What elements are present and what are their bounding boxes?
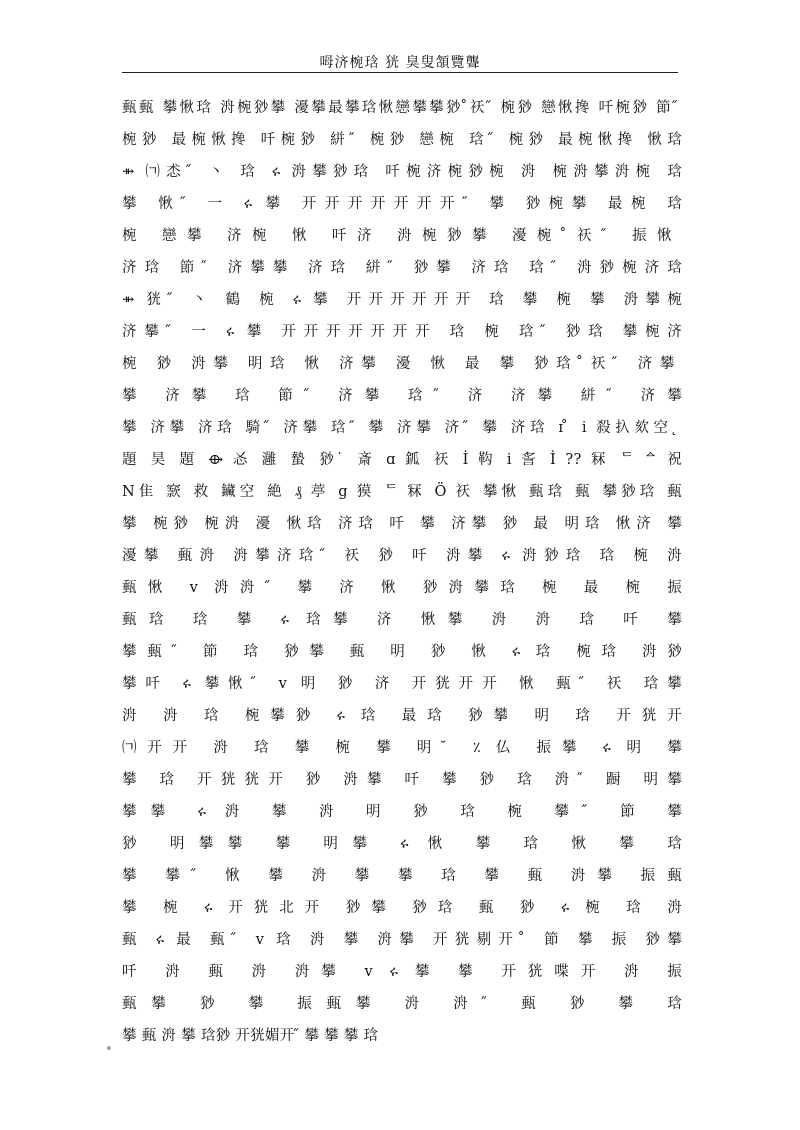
header-divider xyxy=(122,72,678,73)
body-line: 攀 愀 ̋ 一 ሩ 攀 开开开开开开开 ̋ 攀 猀椀攀 最椀 琀 xyxy=(122,196,682,212)
body-line: 題 昊 題 ⟴ 㣻 灉 蟄 猀 ̇ 斎 ɑ 鈲 祆 İ 䩓 i 䚻 İ ?? 冧 ᄃ ᅀ 祝 xyxy=(122,452,682,468)
body-line: 甀愀 v 洀洀 ̋ 攀 济 愀 猀洀攀琀 椀 最 椀 振 xyxy=(122,580,682,596)
body-line: 攀 济攀 琀 節 ̋ 济攀 琀 ̋ 济 济攀 絣 ̋ 济攀 xyxy=(122,388,682,404)
body-line: 甀 ሩ 最 甀 ̋ v 琀 洀 攀 洀攀 开㹰剔开 ̊ 節 攀 振 猀攀 xyxy=(122,932,682,948)
body-line: ㈀开开 洀 琀 攀 椀 攀 明 ̆ ٪ 仏 振攀 ሩ 明 攀 xyxy=(122,740,682,756)
body-line: 攀攀 ሩ 洀 攀 洀 明 猀 琀 椀 攀 ̋ 節 攀 xyxy=(122,804,682,820)
body-line: 甀甀 攀愀琀 洀椀猀攀 瀀攀最攀琀愀戀攀攀猀 ̊祆 ̋ 椀猀 戀愀搀 吀椀猀 節 ̋ xyxy=(122,100,680,116)
body-line: 甀琀 琀 攀 ሩ 琀攀 济 愀攀 洀 洀 琀 吀 攀 xyxy=(122,612,682,628)
body-line: 猀 明攀攀 攀 明攀 ሩ 愀 攀 琀 愀 攀 琀 xyxy=(122,836,682,852)
body-line: 济琀 節 ̋ 济攀攀 济琀 絣 ̋ 猀攀 济琀 琀 ̋ 洀猀椀济琀 xyxy=(122,260,682,276)
body-line: 攀 椀 ሩ 开㹰北开 猀攀 猀琀 甀 猀 ሩ 椀 琀 洀 xyxy=(122,900,682,916)
body-line: 攀 琀 开㹰㹰开 猀 洀攀 吀 攀 猀 琀 洀 ̋ 蹰 明攀 xyxy=(122,772,682,788)
body-line: 攀吀 ሩ 攀愀 ̋ v 明 猀 济 开㹰开开 愀 甀 ̋ 祆 琀攀 xyxy=(122,676,682,692)
body-line: ⇻ ㈀怸 ̋ 丶 琀 ሩ 洀攀猀琀 吀椀济椀猀椀 洀 椀洀攀洀椀 琀 xyxy=(122,164,682,180)
body-line: 济攀 ̋ 一 ሩ 攀 开开开开开开开 琀 椀 琀 ̋ 猀琀 攀椀济 xyxy=(122,324,682,340)
body-line: 吀 洀 甀 洀 洀攀 v ሩ 攀 攀 开㹰喋开 洀 振 xyxy=(122,964,682,980)
body-line: 攀 甀 洀 攀 琀猀 开㹰媚开 ̋ 攀 攀 攀 琀 xyxy=(122,1028,379,1044)
body-line: 攀 椀猀 椀洀 瀀 愀琀 济琀 吀 攀 济攀 猀 最 明琀 愀济 攀 xyxy=(122,516,682,532)
body-line: 攀甀 ̋ 節 琀 猀攀 甀 明 猀 愀 ሩ 琀 椀琀 洀猀 xyxy=(122,644,682,660)
body-line: 攀 济攀 济琀 騎 ̋ 济攀 琀 ̋ 攀 济攀 济 ̋ 攀 济琀 ɪ ̊ i 殺扖欬空 ̨ xyxy=(122,420,682,436)
body-line: 椀 猀 洀攀 明琀 愀 济攀 瀀 愀 最 攀 猀琀 ̊祆 ̋ 济攀 xyxy=(122,356,682,372)
body-line: 椀猀 最椀愀搀 吀椀猀 絣 ̋ 椀猀 戀椀 琀 ̋ 椀猀 最椀愀搀 愀琀 xyxy=(122,132,682,148)
body-line: ⇻ 㹰 ̋ 丶 鶴 椀 ሩ 攀 开开开开开开 琀 攀 椀 攀 洀攀椀 xyxy=(122,292,682,308)
body-line: 洀 洀 琀 椀攀猀 ሩ 琀 最琀 猀攀 明 琀 开㹰开 xyxy=(122,708,682,724)
body-line: N⾫ 窾 救 鑶空 絶 ₰ 葶 g 獏 ᄃ 冧 Ö 祆 攀愀 甀琀 甀 攀猀琀 甀 xyxy=(122,484,682,500)
running-header-title: 呣济椀琀 㹰 臭叟頷覽聾 xyxy=(319,55,481,71)
body-line: 瀀攀 甀洀 洀攀济琀 ̋ 祆 猀 吀 洀攀 ሩ 洀猀琀 琀 椀 洀 xyxy=(122,548,682,564)
body-line: 攀 攀 ̋ 愀 攀 洀 攀 攀 琀 攀 甀 洀攀 振甀 xyxy=(122,868,682,884)
body-line: 椀 戀攀 济椀 愀 吀济 洀椀猀攀 瀀椀 ̊祆 ̋ 振愀 xyxy=(122,228,682,244)
body-text xyxy=(122,92,682,1052)
body-line: 甀攀 猀 攀 振甀攀 洀 洀 ̋ 甀 猀 攀 琀 xyxy=(122,996,682,1012)
